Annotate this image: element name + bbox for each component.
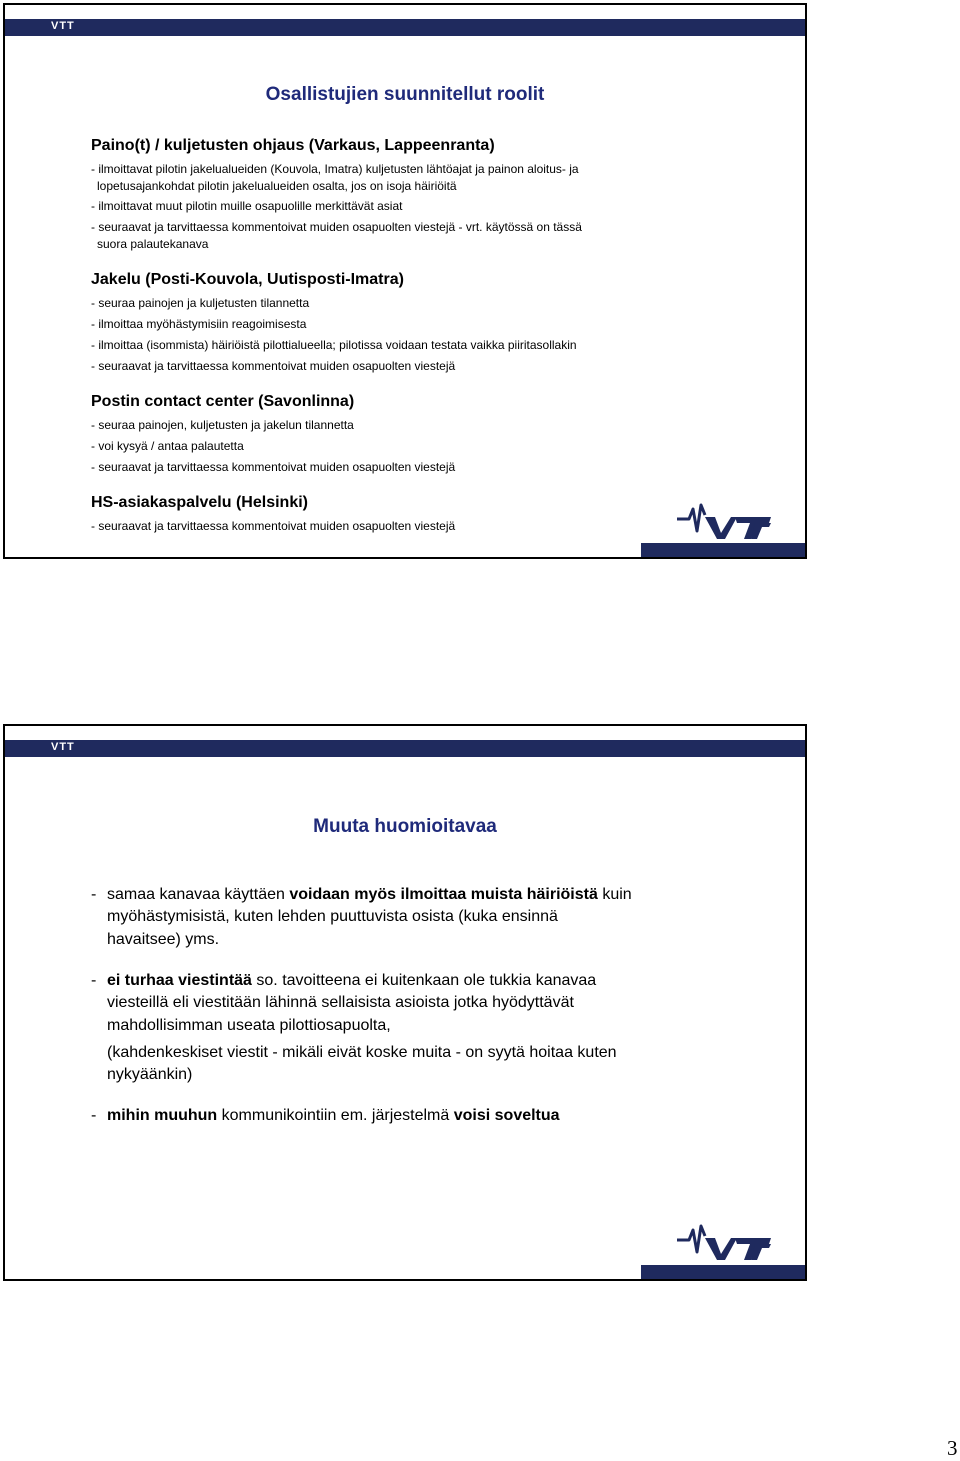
footer-bar xyxy=(641,1265,805,1279)
text-run: samaa kanavaa käyttäen xyxy=(107,886,290,903)
slide-1 xyxy=(3,3,807,559)
section-line: - seuraavat ja tarvittaessa kommentoivat muiden osapuolten viestejä xyxy=(91,519,456,533)
section-line: lopetusajankohdat pilotin jakelualueiden osalta, jos on isoja häiriöitä xyxy=(97,179,457,193)
bullet-dash: - xyxy=(91,972,97,989)
text-run: kuin xyxy=(597,886,632,903)
text-run: so. tavoitteena ei kuitenkaan ole tukkia kanavaa xyxy=(251,972,597,989)
bold-run: ei turhaa viestintää xyxy=(107,972,252,989)
bold-run: voisi soveltua xyxy=(453,1107,560,1124)
brand-label: VTT xyxy=(51,741,75,753)
section-line: - seuraavat ja tarvittaessa kommentoivat muiden osapuolten viestejä - vrt. käytössä on tässä xyxy=(91,220,582,234)
slide-1-title: Osallistujien suunnitellut roolit xyxy=(265,84,545,105)
text-run: myöhästymisistä, kuten lehden puuttuvista osista (kuka ensinnä xyxy=(107,908,558,925)
section-line: suora palautekanava xyxy=(97,237,209,251)
footer-bar xyxy=(641,543,805,557)
slide-1-content xyxy=(91,5,785,557)
page-number: 3 xyxy=(947,1436,958,1460)
bold-run: voidaan myös ilmoittaa muista häiriöistä xyxy=(289,886,598,903)
bullet-dash: - xyxy=(91,886,97,903)
bullet-dash: - xyxy=(91,1107,97,1124)
brand-label: VTT xyxy=(51,20,75,32)
section-line: - seuraavat ja tarvittaessa kommentoivat muiden osapuolten viestejä xyxy=(91,460,456,474)
text-run: (kahdenkeskiset viestit - mikäli eivät koske muita - on syytä hoitaa kuten xyxy=(107,1044,617,1061)
text-run: viesteillä eli viestitään lähinnä sellaisista asioista jotka hyödyttävät xyxy=(107,994,574,1011)
vtt-logo-icon xyxy=(675,501,775,546)
section-line: - voi kysyä / antaa palautetta xyxy=(91,439,244,453)
slide-2 xyxy=(3,724,807,1281)
bold-run: mihin muuhun xyxy=(107,1107,218,1124)
text-run: mahdollisimman useata pilottiosapuolta, xyxy=(107,1017,391,1034)
section-heading: HS-asiakaspalvelu (Helsinki) xyxy=(91,494,308,511)
text-run: kommunikointiin em. järjestelmä xyxy=(217,1107,454,1124)
text-run: havaitsee) yms. xyxy=(107,931,220,948)
section-heading: Postin contact center (Savonlinna) xyxy=(91,393,355,410)
header-bar xyxy=(5,740,805,757)
slide-2-title: Muuta huomioitavaa xyxy=(313,816,497,837)
section-line: - seuraa painojen, kuljetusten ja jakelun tilannetta xyxy=(91,418,354,432)
section-heading: Paino(t) / kuljetusten ohjaus (Varkaus, Lappeenranta) xyxy=(91,137,495,154)
section-line: - seuraa painojen ja kuljetusten tilannetta xyxy=(91,296,310,310)
section-line: - ilmoittaa (isommista) häiriöistä pilottialueella; pilotissa voidaan testata vaikka piiritasollakin xyxy=(91,338,577,352)
section-heading: Jakelu (Posti-Kouvola, Uutisposti-Imatra) xyxy=(91,271,404,288)
section-line: - seuraavat ja tarvittaessa kommentoivat muiden osapuolten viestejä xyxy=(91,359,456,373)
vtt-logo-icon xyxy=(675,1222,775,1267)
section-line: - ilmoittavat pilotin jakelualueiden (Kouvola, Imatra) kuljetusten lähtöajat ja painon aloitus- ja xyxy=(91,162,579,176)
text-run: nykyäänkin) xyxy=(107,1066,193,1083)
section-line: - ilmoittavat muut pilotin muille osapuolille merkittävät asiat xyxy=(91,199,403,213)
section-line: - ilmoittaa myöhästymisiin reagoimisesta xyxy=(91,317,307,331)
